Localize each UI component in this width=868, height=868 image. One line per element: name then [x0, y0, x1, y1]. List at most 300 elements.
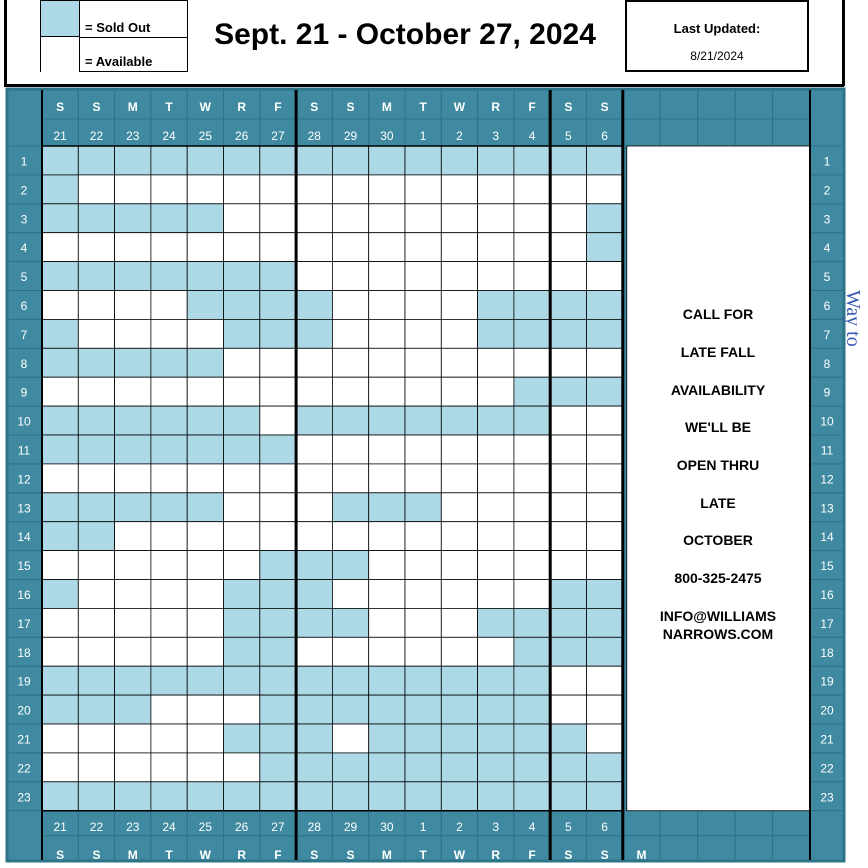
cell-available	[224, 175, 260, 204]
cell-sold-out	[405, 695, 441, 724]
header-weekday: S	[92, 100, 101, 114]
cell-available	[369, 175, 405, 204]
cell-sold-out	[78, 146, 114, 175]
cell-available	[332, 464, 368, 493]
cell-available	[115, 551, 151, 580]
cell-available	[332, 522, 368, 551]
cell-sold-out	[224, 319, 260, 348]
cell-available	[478, 435, 514, 464]
cell-sold-out	[587, 580, 623, 609]
cell-sold-out	[296, 666, 332, 695]
cell-available	[405, 377, 441, 406]
cell-sold-out	[514, 724, 550, 753]
footer-date: 29	[343, 820, 358, 834]
cell-available	[151, 580, 187, 609]
cell-sold-out	[296, 580, 332, 609]
cell-sold-out	[587, 146, 623, 175]
footer-date: 4	[528, 820, 536, 834]
site-number-left: 4	[20, 241, 28, 256]
cell-available	[478, 233, 514, 262]
cell-sold-out	[260, 580, 296, 609]
cell-sold-out	[550, 291, 586, 320]
cell-sold-out	[296, 291, 332, 320]
cell-sold-out	[478, 146, 514, 175]
cell-available	[550, 695, 586, 724]
cell-available	[260, 233, 296, 262]
cell-available	[260, 204, 296, 233]
cell-sold-out	[550, 608, 586, 637]
cell-sold-out	[78, 406, 114, 435]
cell-sold-out	[514, 146, 550, 175]
cell-available	[478, 551, 514, 580]
cell-available	[78, 551, 114, 580]
cell-sold-out	[78, 493, 114, 522]
cell-sold-out	[151, 666, 187, 695]
header-weekday: F	[528, 100, 536, 114]
cell-sold-out	[478, 666, 514, 695]
site-number-left: 9	[20, 385, 28, 400]
site-number-right: 18	[820, 645, 834, 660]
cell-available	[260, 348, 296, 377]
cell-sold-out	[296, 608, 332, 637]
cell-sold-out	[587, 319, 623, 348]
side-text-fragment: Way to	[842, 290, 864, 347]
footer-weekday: S	[56, 848, 65, 862]
cell-sold-out	[260, 262, 296, 291]
footer-weekday: T	[419, 848, 427, 862]
cell-available	[187, 753, 223, 782]
cell-available	[587, 348, 623, 377]
site-number-left: 14	[17, 530, 31, 545]
site-number-left: 21	[17, 732, 31, 747]
cell-sold-out	[296, 753, 332, 782]
cell-sold-out	[78, 782, 114, 811]
site-number-right: 22	[820, 761, 834, 776]
cell-sold-out	[587, 608, 623, 637]
cell-available	[187, 377, 223, 406]
cell-available	[260, 377, 296, 406]
cell-sold-out	[224, 666, 260, 695]
cell-available	[224, 377, 260, 406]
header-date: 29	[343, 129, 358, 143]
cell-sold-out	[78, 522, 114, 551]
cell-available	[115, 175, 151, 204]
cell-sold-out	[369, 782, 405, 811]
cell-sold-out	[224, 406, 260, 435]
cell-sold-out	[514, 695, 550, 724]
cell-available	[478, 262, 514, 291]
cell-available	[441, 175, 477, 204]
cell-sold-out	[550, 377, 586, 406]
cell-available	[478, 204, 514, 233]
cell-available	[369, 551, 405, 580]
cell-available	[478, 493, 514, 522]
note-line: OPEN THRU	[676, 457, 760, 473]
site-number-right: 10	[820, 414, 834, 429]
legend-sold-label: = Sold Out	[85, 20, 151, 35]
cell-available	[151, 753, 187, 782]
site-number-left: 7	[20, 327, 28, 342]
cell-sold-out	[115, 695, 151, 724]
cell-available	[332, 204, 368, 233]
cell-available	[187, 637, 223, 666]
note-line: CALL FOR	[682, 306, 754, 322]
cell-available	[115, 724, 151, 753]
cell-sold-out	[332, 146, 368, 175]
cell-available	[587, 724, 623, 753]
cell-sold-out	[187, 435, 223, 464]
header-date: 30	[380, 129, 394, 143]
cell-available	[478, 464, 514, 493]
footer-weekday: F	[274, 848, 282, 862]
cell-sold-out	[405, 724, 441, 753]
last-updated-label: Last Updated:	[673, 21, 761, 36]
cell-sold-out	[514, 608, 550, 637]
site-number-left: 23	[17, 790, 31, 805]
cell-sold-out	[369, 493, 405, 522]
cell-available	[369, 348, 405, 377]
cell-available	[187, 695, 223, 724]
cell-sold-out	[187, 146, 223, 175]
cell-available	[332, 348, 368, 377]
site-number-left: 16	[17, 587, 31, 602]
cell-available	[514, 522, 550, 551]
header-date: 6	[601, 129, 608, 143]
cell-sold-out	[478, 695, 514, 724]
cell-sold-out	[187, 291, 223, 320]
cell-available	[151, 724, 187, 753]
cell-sold-out	[587, 753, 623, 782]
cell-available	[369, 637, 405, 666]
header-date: 27	[271, 129, 285, 143]
header-weekday: M	[127, 100, 138, 114]
cell-sold-out	[405, 782, 441, 811]
cell-available	[78, 319, 114, 348]
cell-available	[151, 695, 187, 724]
cell-sold-out	[187, 262, 223, 291]
header-date: 26	[234, 129, 249, 143]
cell-available	[550, 493, 586, 522]
cell-available	[550, 666, 586, 695]
cell-sold-out	[151, 435, 187, 464]
cell-available	[550, 464, 586, 493]
cell-sold-out	[187, 493, 223, 522]
header-weekday: T	[165, 100, 173, 114]
footer-date: 25	[198, 820, 213, 834]
cell-available	[187, 175, 223, 204]
cell-sold-out	[115, 435, 151, 464]
header-weekday: S	[564, 100, 573, 114]
cell-available	[369, 291, 405, 320]
site-number-left: 17	[17, 616, 31, 631]
cell-sold-out	[115, 493, 151, 522]
site-number-right: 23	[820, 790, 834, 805]
cell-available	[42, 551, 78, 580]
cell-sold-out	[405, 493, 441, 522]
cell-available	[151, 291, 187, 320]
cell-sold-out	[42, 493, 78, 522]
cell-sold-out	[260, 695, 296, 724]
cell-sold-out	[514, 291, 550, 320]
cell-available	[441, 204, 477, 233]
cell-sold-out	[42, 695, 78, 724]
cell-sold-out	[514, 637, 550, 666]
cell-available	[478, 637, 514, 666]
cell-available	[224, 493, 260, 522]
cell-available	[78, 175, 114, 204]
cell-sold-out	[78, 695, 114, 724]
cell-available	[151, 522, 187, 551]
cell-available	[42, 753, 78, 782]
cell-sold-out	[224, 637, 260, 666]
cell-sold-out	[187, 666, 223, 695]
cell-available	[332, 637, 368, 666]
footer-date: 24	[162, 820, 176, 834]
site-number-right: 1	[823, 154, 831, 169]
cell-available	[115, 291, 151, 320]
footer-date: 23	[126, 820, 140, 834]
site-number-left: 12	[17, 472, 31, 487]
header-weekday: S	[56, 100, 65, 114]
cell-sold-out	[224, 724, 260, 753]
footer-date: 1	[419, 820, 427, 834]
header-date: 25	[198, 129, 213, 143]
cell-available	[296, 637, 332, 666]
cell-available	[187, 319, 223, 348]
cell-sold-out	[115, 666, 151, 695]
footer-date: 22	[89, 820, 104, 834]
cell-available	[224, 522, 260, 551]
cell-available	[42, 291, 78, 320]
cell-available	[405, 608, 441, 637]
site-number-right: 19	[820, 674, 834, 689]
cell-sold-out	[296, 724, 332, 753]
cell-available	[514, 348, 550, 377]
cell-available	[332, 291, 368, 320]
cell-sold-out	[224, 146, 260, 175]
cell-available	[369, 262, 405, 291]
cell-available	[332, 262, 368, 291]
site-number-right: 5	[823, 270, 831, 285]
footer-date: 5	[565, 820, 572, 834]
cell-available	[42, 464, 78, 493]
cell-available	[550, 262, 586, 291]
cell-sold-out	[42, 666, 78, 695]
cell-sold-out	[550, 753, 586, 782]
cell-available	[332, 175, 368, 204]
cell-available	[187, 522, 223, 551]
cell-available	[441, 464, 477, 493]
site-number-right: 3	[823, 212, 831, 227]
site-number-left: 3	[20, 212, 28, 227]
cell-sold-out	[42, 435, 78, 464]
cell-available	[550, 233, 586, 262]
cell-sold-out	[369, 724, 405, 753]
footer-weekday: T	[165, 848, 173, 862]
cell-available	[478, 580, 514, 609]
note-line: WE'LL BE	[684, 419, 752, 435]
cell-sold-out	[260, 637, 296, 666]
footer-weekday: M	[127, 848, 138, 862]
cell-sold-out	[42, 146, 78, 175]
cell-sold-out	[332, 551, 368, 580]
cell-available	[115, 464, 151, 493]
site-number-left: 6	[20, 298, 28, 313]
cell-sold-out	[514, 377, 550, 406]
cell-sold-out	[332, 608, 368, 637]
header-weekday: R	[491, 100, 501, 114]
footer-date: 2	[456, 820, 463, 834]
cell-available	[332, 319, 368, 348]
cell-available	[115, 377, 151, 406]
note-phone[interactable]: 800-325-2475	[674, 570, 762, 586]
cell-sold-out	[224, 580, 260, 609]
cell-available	[441, 493, 477, 522]
cell-available	[478, 175, 514, 204]
footer-weekday: S	[346, 848, 355, 862]
cell-available	[441, 580, 477, 609]
site-number-right: 7	[823, 327, 831, 342]
cell-sold-out	[478, 724, 514, 753]
site-number-right: 14	[820, 530, 834, 545]
cell-available	[187, 580, 223, 609]
cell-available	[78, 233, 114, 262]
cell-available	[260, 406, 296, 435]
cell-available	[151, 377, 187, 406]
cell-available	[332, 233, 368, 262]
cell-sold-out	[296, 782, 332, 811]
cell-available	[550, 175, 586, 204]
cell-available	[151, 608, 187, 637]
cell-sold-out	[151, 262, 187, 291]
cell-sold-out	[296, 406, 332, 435]
header-weekday: S	[600, 100, 609, 114]
cell-available	[369, 435, 405, 464]
cell-available	[514, 175, 550, 204]
note-email-line1[interactable]: INFO@WILLIAMS	[659, 608, 777, 624]
cell-sold-out	[478, 319, 514, 348]
cell-sold-out	[260, 666, 296, 695]
cell-sold-out	[587, 204, 623, 233]
cell-available	[260, 175, 296, 204]
cell-available	[405, 204, 441, 233]
cell-available	[296, 204, 332, 233]
cell-available	[78, 377, 114, 406]
cell-available	[78, 464, 114, 493]
cell-available	[115, 522, 151, 551]
cell-available	[296, 493, 332, 522]
cell-available	[441, 233, 477, 262]
cell-available	[332, 435, 368, 464]
site-number-right: 6	[823, 298, 831, 313]
note-line: LATE	[700, 495, 736, 511]
cell-available	[296, 262, 332, 291]
footer-date: 30	[380, 820, 394, 834]
note-email-line2[interactable]: NARROWS.COM	[662, 626, 774, 642]
cell-available	[587, 175, 623, 204]
cell-available	[296, 175, 332, 204]
header-date: 2	[456, 129, 463, 143]
cell-sold-out	[260, 753, 296, 782]
cell-available	[369, 522, 405, 551]
cell-sold-out	[42, 580, 78, 609]
cell-sold-out	[332, 493, 368, 522]
cell-available	[42, 637, 78, 666]
cell-available	[441, 637, 477, 666]
cell-sold-out	[151, 406, 187, 435]
cell-sold-out	[224, 608, 260, 637]
site-number-left: 22	[17, 761, 31, 776]
cell-available	[369, 233, 405, 262]
cell-sold-out	[115, 262, 151, 291]
cell-available	[369, 580, 405, 609]
cell-sold-out	[78, 262, 114, 291]
cell-sold-out	[260, 319, 296, 348]
footer-weekday: S	[600, 848, 609, 862]
note-line: LATE FALL	[680, 344, 756, 360]
cell-sold-out	[441, 146, 477, 175]
cell-available	[587, 522, 623, 551]
cell-available	[587, 666, 623, 695]
cell-sold-out	[42, 782, 78, 811]
cell-sold-out	[115, 406, 151, 435]
cell-available	[332, 724, 368, 753]
site-number-right: 20	[820, 703, 834, 718]
cell-available	[514, 464, 550, 493]
cell-available	[441, 319, 477, 348]
cell-available	[224, 551, 260, 580]
cell-sold-out	[42, 522, 78, 551]
cell-available	[405, 291, 441, 320]
cell-sold-out	[514, 666, 550, 695]
cell-available	[78, 580, 114, 609]
cell-available	[405, 464, 441, 493]
site-number-left: 10	[17, 414, 31, 429]
header-weekday: W	[453, 100, 466, 114]
site-number-left: 11	[17, 443, 31, 458]
cell-sold-out	[115, 204, 151, 233]
site-number-left: 20	[17, 703, 31, 718]
cell-available	[514, 204, 550, 233]
cell-sold-out	[441, 782, 477, 811]
site-number-right: 2	[823, 183, 831, 198]
cell-available	[405, 262, 441, 291]
header-date: 22	[89, 129, 104, 143]
cell-sold-out	[478, 291, 514, 320]
cell-sold-out	[42, 319, 78, 348]
footer-date: 3	[492, 820, 500, 834]
cell-available	[441, 435, 477, 464]
cell-sold-out	[514, 782, 550, 811]
header-date: 28	[307, 129, 321, 143]
cell-available	[587, 262, 623, 291]
cell-available	[296, 377, 332, 406]
cell-sold-out	[369, 146, 405, 175]
cell-available	[260, 493, 296, 522]
cell-available	[441, 377, 477, 406]
cell-sold-out	[260, 724, 296, 753]
cell-available	[224, 753, 260, 782]
cell-available	[369, 464, 405, 493]
header-weekday: S	[346, 100, 355, 114]
site-number-right: 9	[823, 385, 831, 400]
site-number-left: 8	[20, 356, 28, 371]
cell-sold-out	[550, 319, 586, 348]
cell-available	[115, 580, 151, 609]
cell-available	[405, 233, 441, 262]
cell-sold-out	[296, 695, 332, 724]
header-date: 5	[565, 129, 572, 143]
